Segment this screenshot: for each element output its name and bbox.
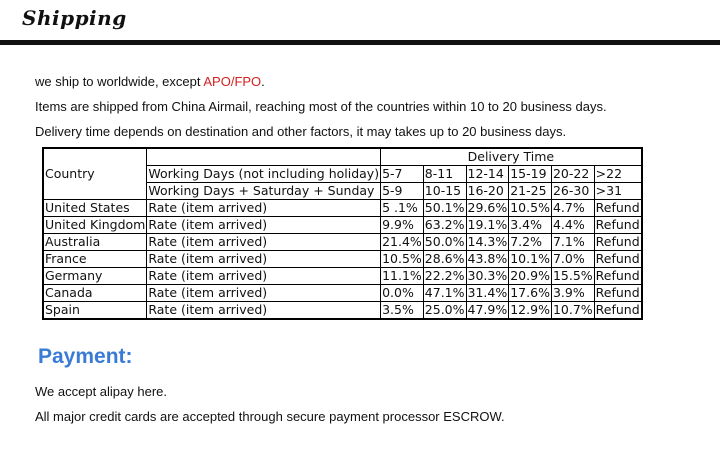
rate-value-cell: 50.0% <box>424 234 465 249</box>
payment-alipay-text: We accept alipay here. <box>35 384 167 399</box>
rate-value-cell: 22.2% <box>424 268 465 283</box>
rate-label-cell: Rate (item arrived) <box>147 302 381 320</box>
table-row <box>43 251 642 268</box>
range-cell: 20-22 <box>551 166 594 183</box>
table-header-row <box>43 148 642 166</box>
rate-value-cell: 5 .1% <box>381 200 424 217</box>
rate-label-cell: Rate (item arrived) <box>147 251 381 268</box>
rate-value-cell: 7.1% <box>551 234 594 251</box>
country-cell: United States <box>43 200 147 217</box>
country-cell: Canada <box>43 285 147 302</box>
rate-value-cell: 7.0% <box>551 251 594 268</box>
shipping-destination-text <box>35 74 265 90</box>
delivery-time-text: Delivery time depends on destination and other factors, it may takes up to 20 business days. <box>35 124 567 139</box>
country-cell: France <box>43 251 147 268</box>
country-column-header: Country <box>43 148 147 200</box>
rate-value-cell: 4.4% <box>551 217 594 234</box>
rate-value-cell: 47.1% <box>424 285 465 300</box>
rate-value-cell: 10.5% <box>510 200 550 215</box>
table-row <box>43 302 642 320</box>
rate-value-cell: 3.5% <box>381 302 424 320</box>
shipping-heading: Shipping <box>22 6 127 30</box>
range-cell: 12-14 <box>466 166 509 183</box>
rate-value-cell: 30.3% <box>467 268 508 283</box>
range-cell: 21-25 <box>509 183 552 200</box>
range-cell: 8-11 <box>423 166 466 183</box>
rate-value-cell: 63.2% <box>424 217 465 232</box>
country-cell: Spain <box>43 302 147 320</box>
range-cell: 16-20 <box>466 183 509 200</box>
payment-cards-text: All major credit cards are accepted through secure payment processor ESCROW. <box>35 409 505 424</box>
table-row <box>43 234 642 251</box>
rate-label-cell: Rate (item arrived) <box>147 217 381 234</box>
header-divider <box>0 40 720 45</box>
rate-value-cell: 29.6% <box>467 200 508 215</box>
rate-value-cell: 0.0% <box>381 285 424 302</box>
rate-value-cell: 9.9% <box>381 217 424 234</box>
rate-label-cell: Rate (item arrived) <box>147 285 381 302</box>
shipping-destination-prefix: we ship to worldwide, except <box>35 74 204 89</box>
range-cell: >22 <box>594 166 642 183</box>
rate-value-cell: Refund <box>595 234 640 249</box>
rate-value-cell: Refund <box>595 200 640 215</box>
rate-value-cell: 10.1% <box>510 251 550 266</box>
range-cell: 5-9 <box>381 183 424 200</box>
rate-value-cell: 4.7% <box>551 200 594 217</box>
rate-value-cell: 7.2% <box>509 234 552 251</box>
rate-value-cell: 28.6% <box>424 251 465 266</box>
page-header <box>0 0 720 46</box>
rate-value-cell: Refund <box>595 251 640 266</box>
shipping-method-text: Items are shipped from China Airmail, reaching most of the countries within 10 to 20 business days. <box>35 99 607 114</box>
rate-value-cell: Refund <box>595 285 640 300</box>
rate-value-cell: 11.1% <box>382 268 422 283</box>
delivery-time-header: Delivery Time <box>381 148 642 166</box>
rate-value-cell: 50.1% <box>424 200 465 215</box>
table-row <box>43 217 642 234</box>
rate-value-cell: Refund <box>595 268 640 283</box>
delivery-time-table <box>42 147 643 320</box>
range-cell: 26-30 <box>551 183 594 200</box>
table-row <box>43 200 642 217</box>
range-cell: >31 <box>594 183 642 200</box>
rate-value-cell: 25.0% <box>424 302 465 317</box>
range-cell: 10-15 <box>423 183 466 200</box>
rate-value-cell: 3.4% <box>509 217 552 234</box>
rate-value-cell: 31.4% <box>467 285 508 300</box>
weekend-days-label: Working Days + Saturday + Sunday <box>147 183 381 200</box>
rate-label-cell: Rate (item arrived) <box>147 234 381 251</box>
range-cell: 5-7 <box>381 166 424 183</box>
rate-value-cell: 10.5% <box>382 251 422 266</box>
shipping-destination-suffix: . <box>261 74 265 89</box>
rate-value-cell: 47.9% <box>467 302 508 317</box>
rate-value-cell: Refund <box>595 302 640 317</box>
country-cell: Australia <box>43 234 147 251</box>
rate-value-cell: 21.4% <box>382 234 422 249</box>
rate-value-cell: 14.3% <box>467 234 508 249</box>
table-row <box>43 268 642 285</box>
rate-value-cell: Refund <box>595 217 640 232</box>
rate-value-cell: 3.9% <box>551 285 594 302</box>
payment-heading: Payment: <box>38 345 133 368</box>
country-cell: Germany <box>43 268 147 285</box>
working-days-label: Working Days (not including holiday) <box>148 166 380 181</box>
rate-value-cell: 19.1% <box>467 217 508 232</box>
country-cell: United Kingdom <box>45 217 146 232</box>
rate-value-cell: 10.7% <box>552 302 593 317</box>
rate-label-cell: Rate (item arrived) <box>147 268 381 285</box>
range-cell: 15-19 <box>509 166 552 183</box>
shipping-exception-highlight: APO/FPO <box>203 74 262 89</box>
rate-value-cell: 12.9% <box>510 302 550 317</box>
rate-value-cell: 20.9% <box>510 268 550 283</box>
rate-value-cell: 17.6% <box>510 285 550 300</box>
rate-value-cell: 15.5% <box>552 268 593 283</box>
rate-label-cell: Rate (item arrived) <box>147 200 381 217</box>
table-row <box>43 285 642 302</box>
rate-value-cell: 43.8% <box>467 251 508 266</box>
